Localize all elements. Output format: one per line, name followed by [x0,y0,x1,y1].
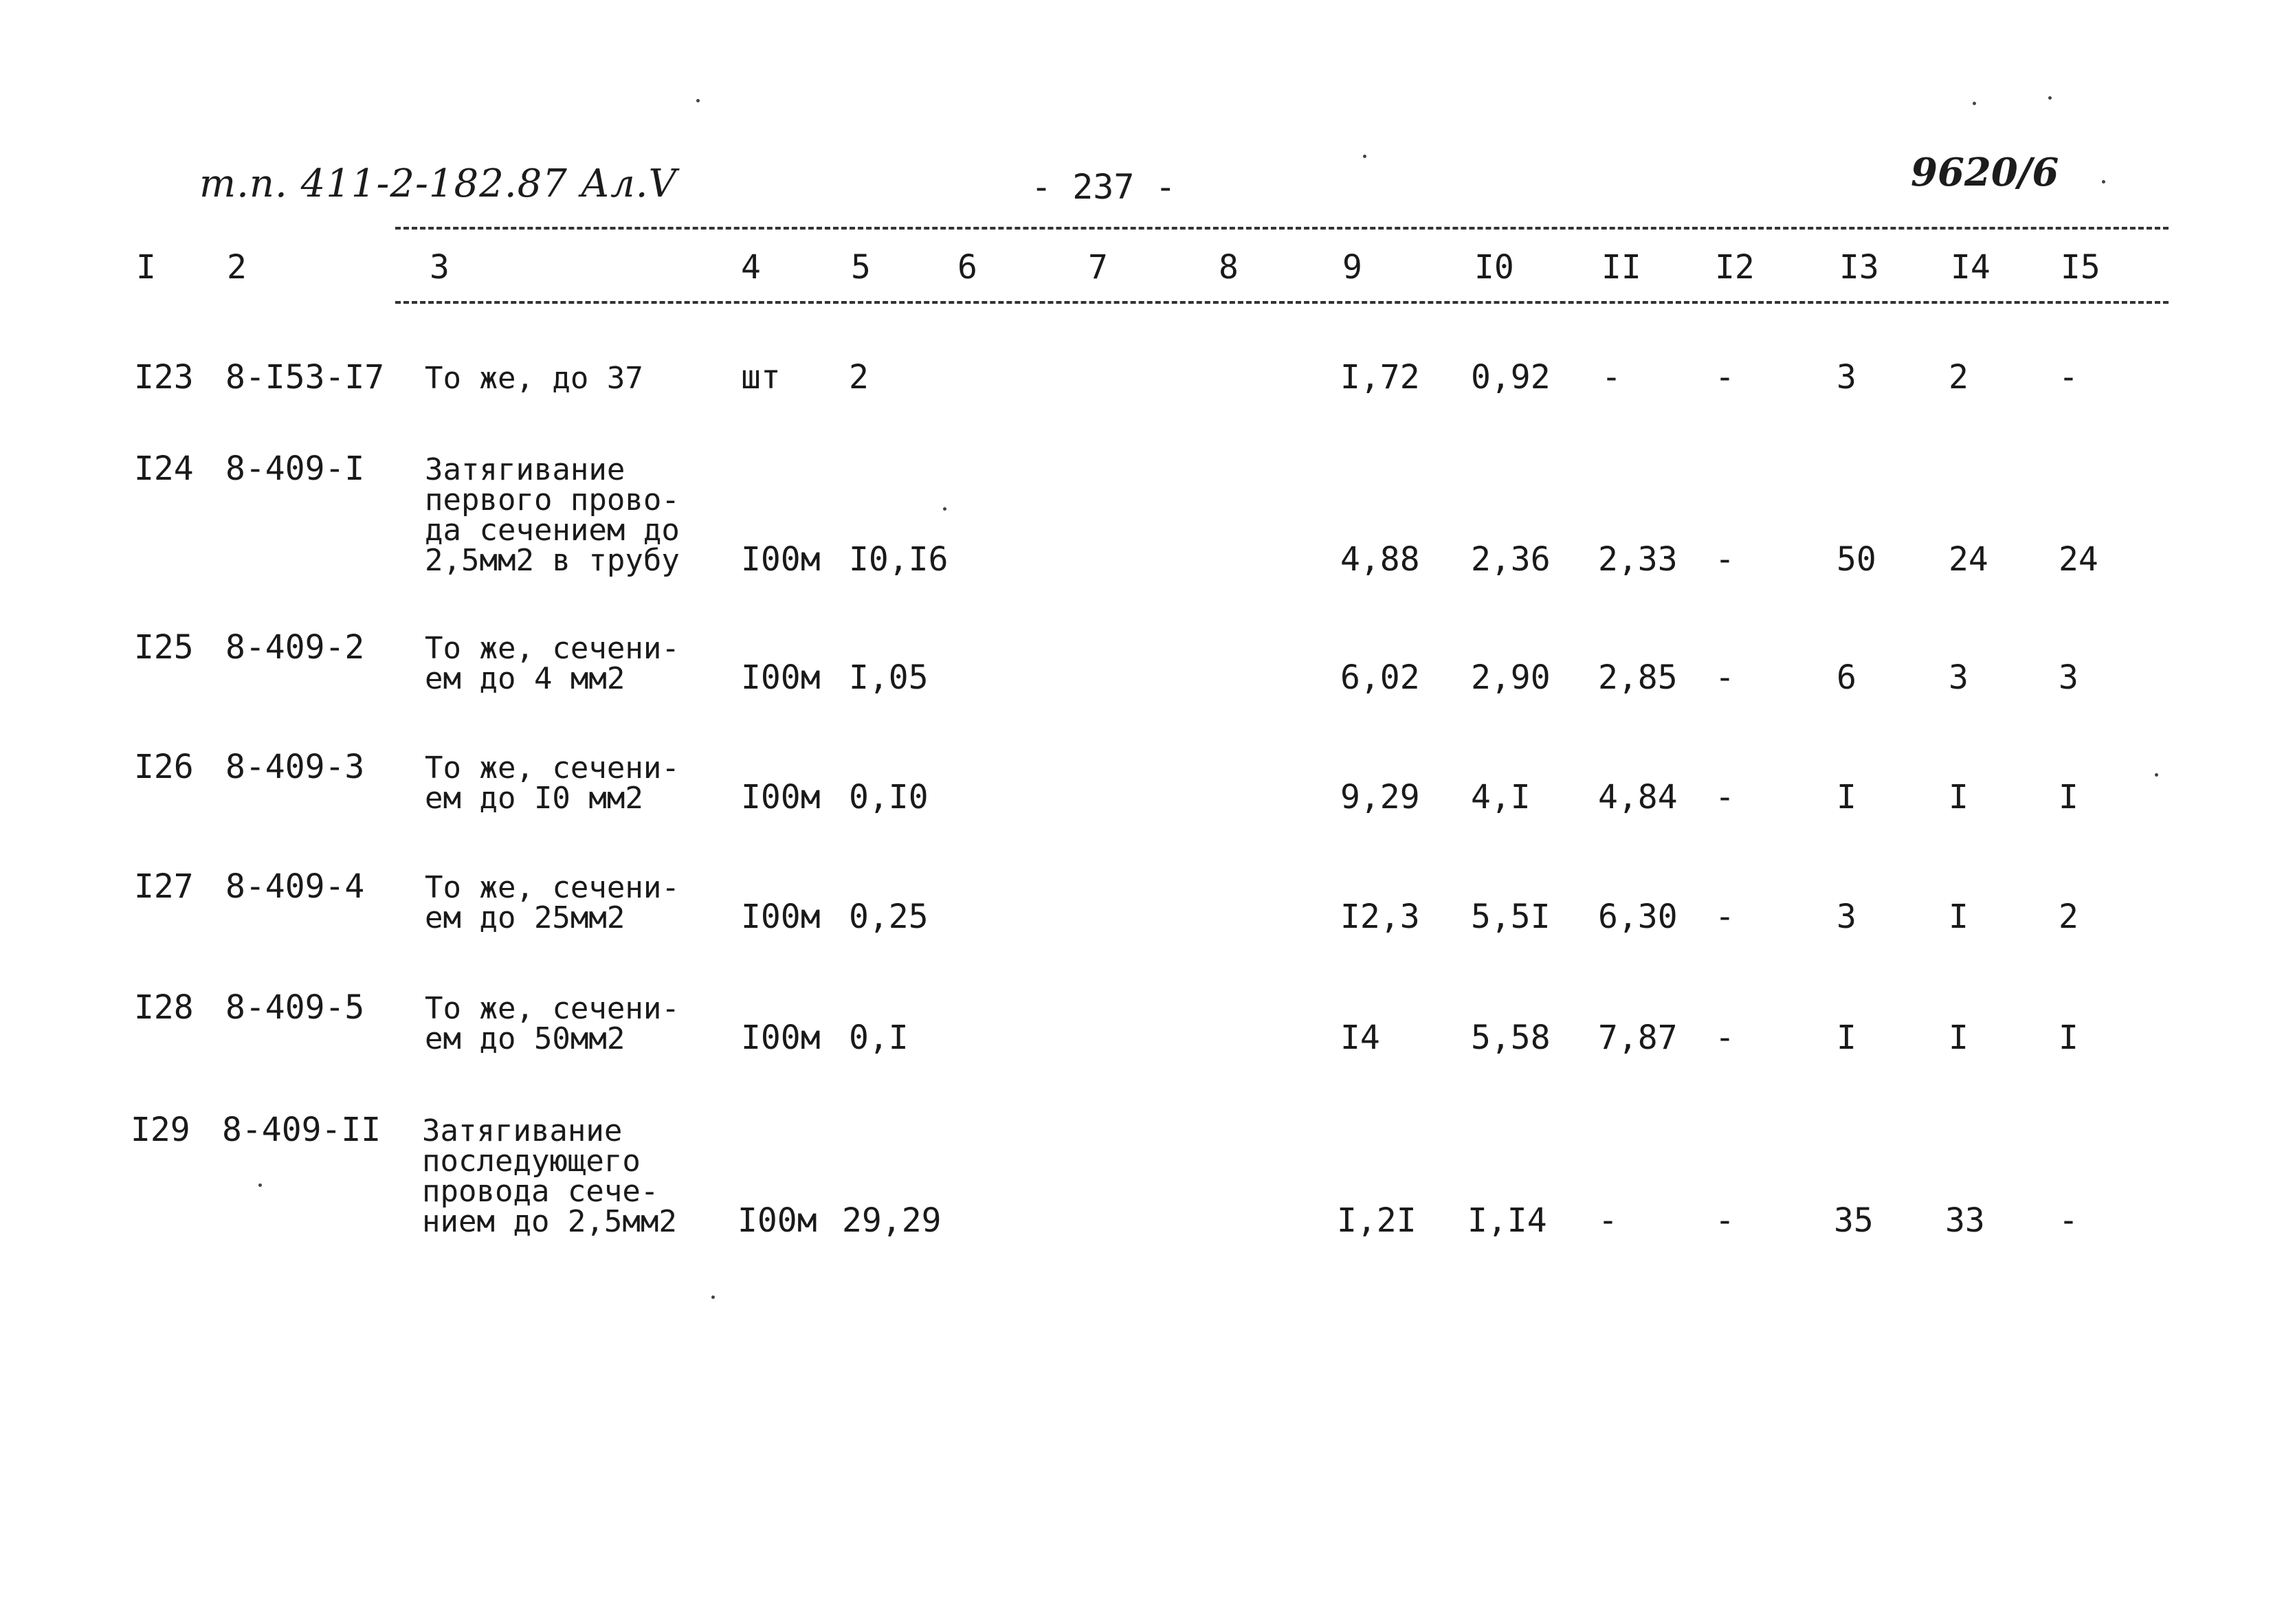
row-col10: 5,58 [1471,1019,1551,1057]
row-description: То же, сечени- ем до 25мм2 [425,870,680,935]
row-col13: 35 [1834,1201,1874,1240]
row-col10: 2,36 [1471,540,1551,579]
row-col9: 9,29 [1340,778,1420,816]
row-quantity: 0,I0 [849,778,929,816]
row-col12: - [1715,1019,1735,1057]
sheet-id: 9620/6 [1911,150,2059,195]
row-col15: - [2059,1201,2078,1240]
page-number: - 237 - [1031,167,1176,207]
row-col11: 4,84 [1598,778,1678,816]
row-number: I29 [131,1111,190,1149]
scan-speck [1973,102,1976,105]
scan-speck [2102,180,2105,183]
row-quantity: 0,I [849,1019,909,1057]
row-col14: I [1949,778,1969,816]
row-col12: - [1715,658,1735,697]
row-col10: I,I4 [1467,1201,1547,1240]
column-header: I2 [1715,248,1755,287]
column-header: 9 [1342,248,1362,287]
row-col10: 0,92 [1471,358,1551,397]
scan-speck [258,1183,262,1187]
row-col10: 2,90 [1471,658,1551,697]
row-col11: 6,30 [1598,898,1678,936]
row-code: 8-409-3 [225,748,365,786]
column-header: I0 [1474,248,1514,287]
row-col14: I [1949,1019,1969,1057]
row-description: То же, сечени- ем до I0 мм2 [425,750,680,816]
row-number: I28 [134,988,194,1027]
row-code: 8-409-I [225,449,365,488]
row-col12: - [1715,898,1735,936]
column-header: I [136,248,156,287]
row-col15: 24 [2059,540,2098,579]
row-quantity: 0,25 [849,898,929,936]
column-header: 6 [957,248,977,287]
scan-speck [943,507,946,511]
row-col9: 4,88 [1340,540,1420,579]
row-quantity: 2 [849,358,869,397]
row-code: 8-409-5 [225,988,365,1027]
row-col14: 3 [1949,658,1969,697]
row-col11: 7,87 [1598,1019,1678,1057]
row-col15: 2 [2059,898,2078,936]
scan-speck [711,1295,715,1299]
row-col11: 2,33 [1598,540,1678,579]
scan-speck [696,99,700,102]
row-col13: 6 [1837,658,1856,697]
column-header: 2 [227,248,247,287]
row-col15: 3 [2059,658,2078,697]
scan-speck [2155,773,2158,777]
row-unit: I00м [738,1201,817,1240]
row-col14: 33 [1945,1201,1985,1240]
row-col9: I2,3 [1340,898,1420,936]
column-header: 7 [1088,248,1108,287]
row-col9: I4 [1340,1019,1380,1057]
row-col13: 50 [1837,540,1876,579]
row-unit: I00м [741,658,821,697]
row-col14: 2 [1949,358,1969,397]
row-col10: 4,I [1471,778,1531,816]
row-description: То же, сечени- ем до 50мм2 [425,991,680,1056]
header-top-rule [395,227,2169,230]
scan-speck [1363,155,1366,158]
row-number: I27 [134,867,194,906]
row-description: Затягивание последующего провода сече- нием до 2,5мм2 [422,1113,677,1239]
row-col13: I [1837,778,1856,816]
row-col13: 3 [1837,898,1856,936]
row-col15: - [2059,358,2078,397]
document-code: т.п. 411-2-182.87 Ал.V [199,162,677,206]
row-col12: - [1715,358,1735,397]
row-quantity: I0,I6 [849,540,949,579]
column-header: 3 [430,248,450,287]
row-col11: 2,85 [1598,658,1678,697]
row-unit: I00м [741,898,821,936]
column-header: II [1601,248,1641,287]
column-header: 4 [741,248,761,287]
row-col10: 5,5I [1471,898,1551,936]
row-col14: I [1949,898,1969,936]
row-unit: шт [741,358,781,397]
column-header: 8 [1219,248,1239,287]
row-col12: - [1715,1201,1735,1240]
row-col11: - [1598,1201,1618,1240]
row-code: 8-I53-I7 [225,358,385,397]
row-description: То же, сечени- ем до 4 мм2 [425,631,680,696]
column-header: 5 [851,248,871,287]
row-description: Затягивание первого прово- да сечением до 2,5мм2 в трубу [425,452,680,578]
row-number: I24 [134,449,194,488]
row-col14: 24 [1949,540,1988,579]
row-quantity: I,05 [849,658,929,697]
row-code: 8-409-2 [225,628,365,667]
row-col13: I [1837,1019,1856,1057]
row-number: I26 [134,748,194,786]
row-col9: I,72 [1340,358,1420,397]
header-bottom-rule [395,301,2169,304]
row-col11: - [1601,358,1621,397]
row-col12: - [1715,778,1735,816]
row-col15: I [2059,1019,2078,1057]
row-col12: - [1715,540,1735,579]
row-number: I25 [134,628,194,667]
column-header: I4 [1951,248,1991,287]
row-col13: 3 [1837,358,1856,397]
row-col15: I [2059,778,2078,816]
row-quantity: 29,29 [842,1201,942,1240]
column-header: I3 [1839,248,1879,287]
scan-speck [2048,96,2052,100]
row-description: То же, до 37 [425,361,643,396]
row-col9: 6,02 [1340,658,1420,697]
row-number: I23 [134,358,194,397]
column-header: I5 [2061,248,2100,287]
row-code: 8-409-II [222,1111,381,1149]
row-unit: I00м [741,1019,821,1057]
row-code: 8-409-4 [225,867,365,906]
row-unit: I00м [741,540,821,579]
row-unit: I00м [741,778,821,816]
row-col9: I,2I [1337,1201,1417,1240]
